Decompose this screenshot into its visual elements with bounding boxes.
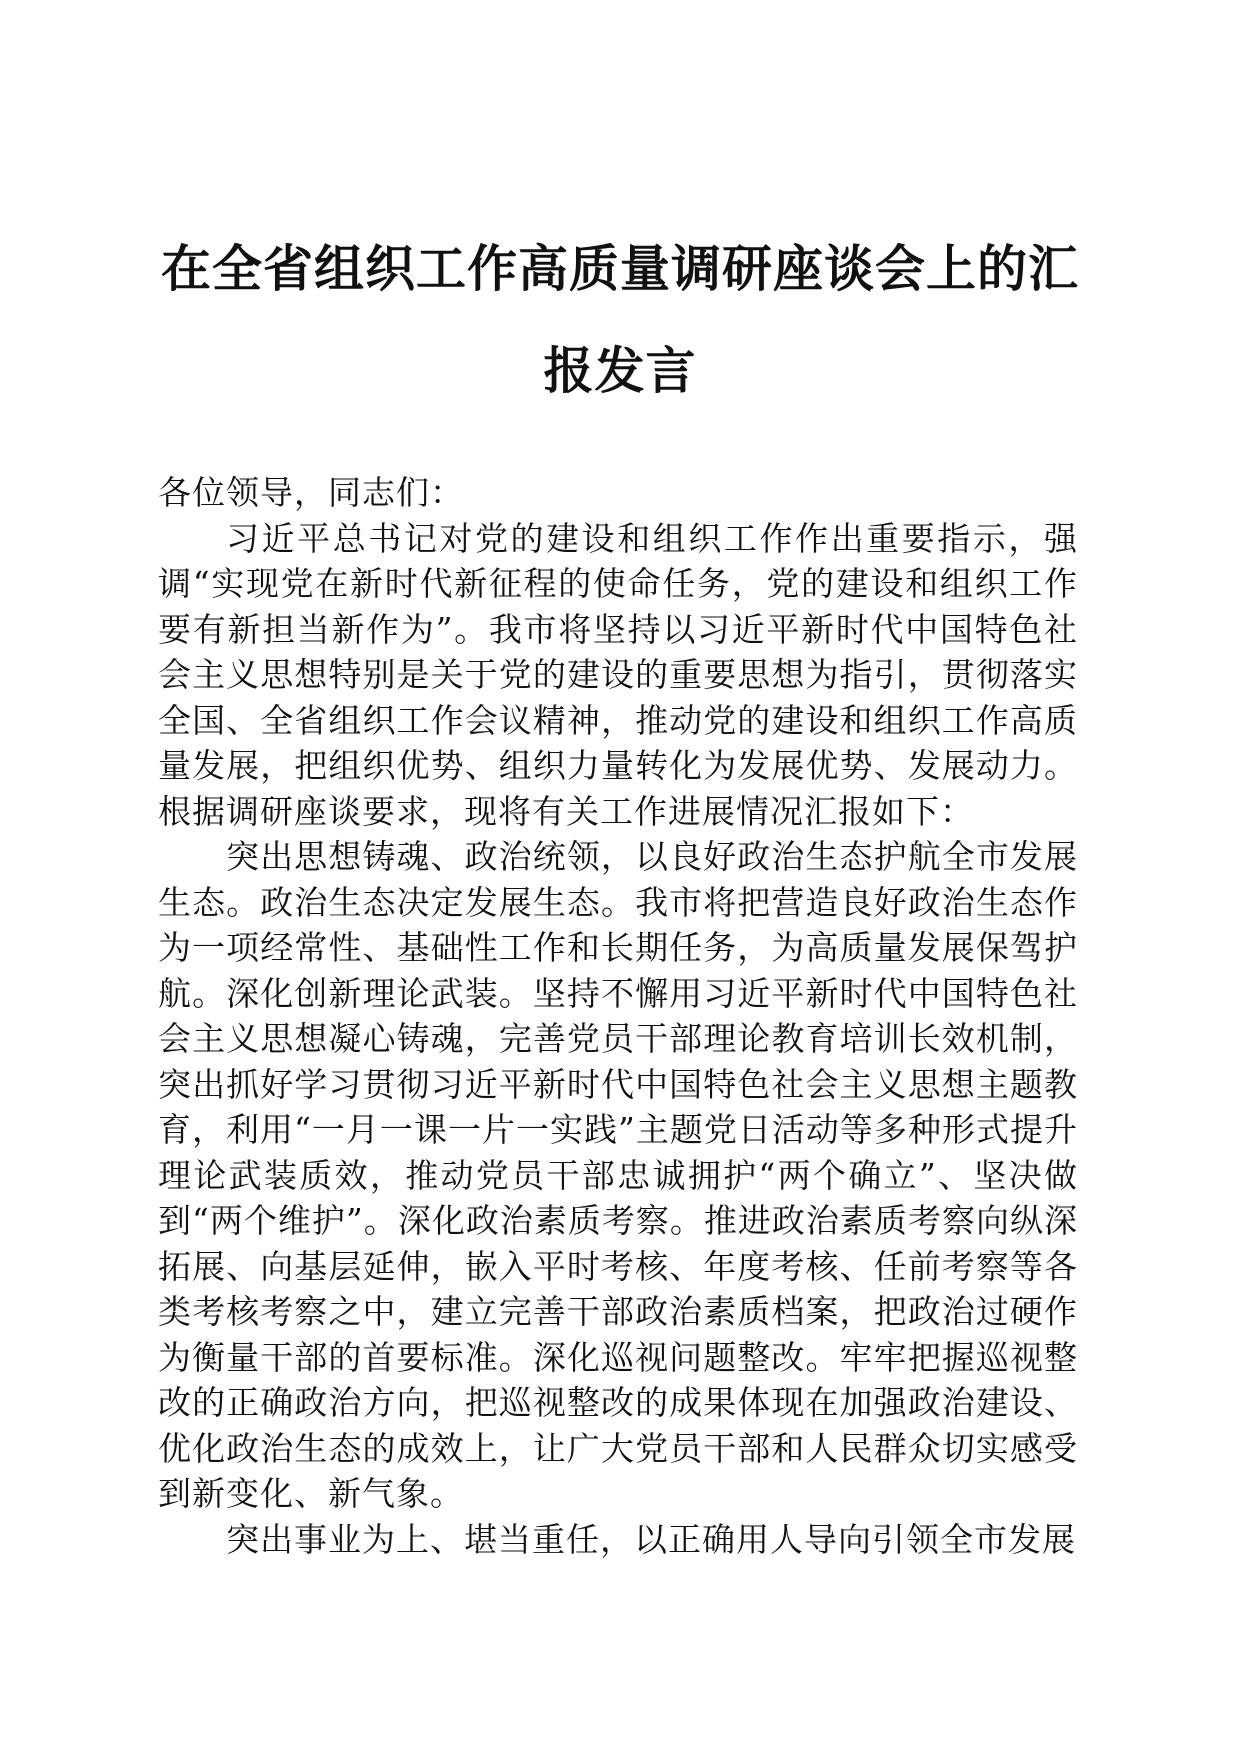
document-title: 在全省组织工作高质量调研座谈会上的汇报发言 xyxy=(161,239,1079,400)
paragraph-intro: 习近平总书记对党的建设和组织工作作出重要指示，强调“实现党在新时代新征程的使命任务，党的建设和组织工作要有新担当新作为”。我市将坚持以习近平新时代中国特色社会主义思想特别是关于党的建设的重要思想为指引，贯彻落实全国、全省组织工作会议精神，推动党的建设和组织工作高质量发展，把组织优势、组织力量转化为发展优势、发展动力。根据调研座谈要求，现将有关工作进展情况汇报如下： xyxy=(158,518,1078,831)
salutation: 各位领导，同志们： xyxy=(158,473,464,512)
paragraph-political-ecology: 突出思想铸魂、政治统领，以良好政治生态护航全市发展生态。政治生态决定发展生态。我市将把营造良好政治生态作为一项经常性、基础性工作和长期任务，为高质量发展保驾护航。深化创新理论武装。坚持不懈用习近平新时代中国特色社会主义思想凝心铸魂，完善党员干部理论教育培训长效机制，突出抓好学习贯彻习近平新时代中国特色社会主义思想主题教育，利用“一月一课一片一实践”主题党日活动等多种形式提升理论武装质效，推动党员干部忠诚拥护“两个确立”、坚决做到“两个维护”。深化政治素质考察。推进政治素质考察向纵深拓展、向基层延伸，嵌入平时考核、年度考核、任前考察等各类考核考察之中，建立完善干部政治素质档案，把政治过硬作为衡量干部的首要标准。深化巡视问题整改。牢牢把握巡视整改的正确政治方向，把巡视整改的成果体现在加强政治建设、优化政治生态的成效上，让广大党员干部和人民群众切实感受到新变化、新气象。 xyxy=(158,837,1078,1513)
document-body xyxy=(158,470,1078,1562)
paragraph-cadre-orientation: 突出事业为上、堪当重任，以正确用人导向引领全市发展 xyxy=(226,1519,1076,1559)
